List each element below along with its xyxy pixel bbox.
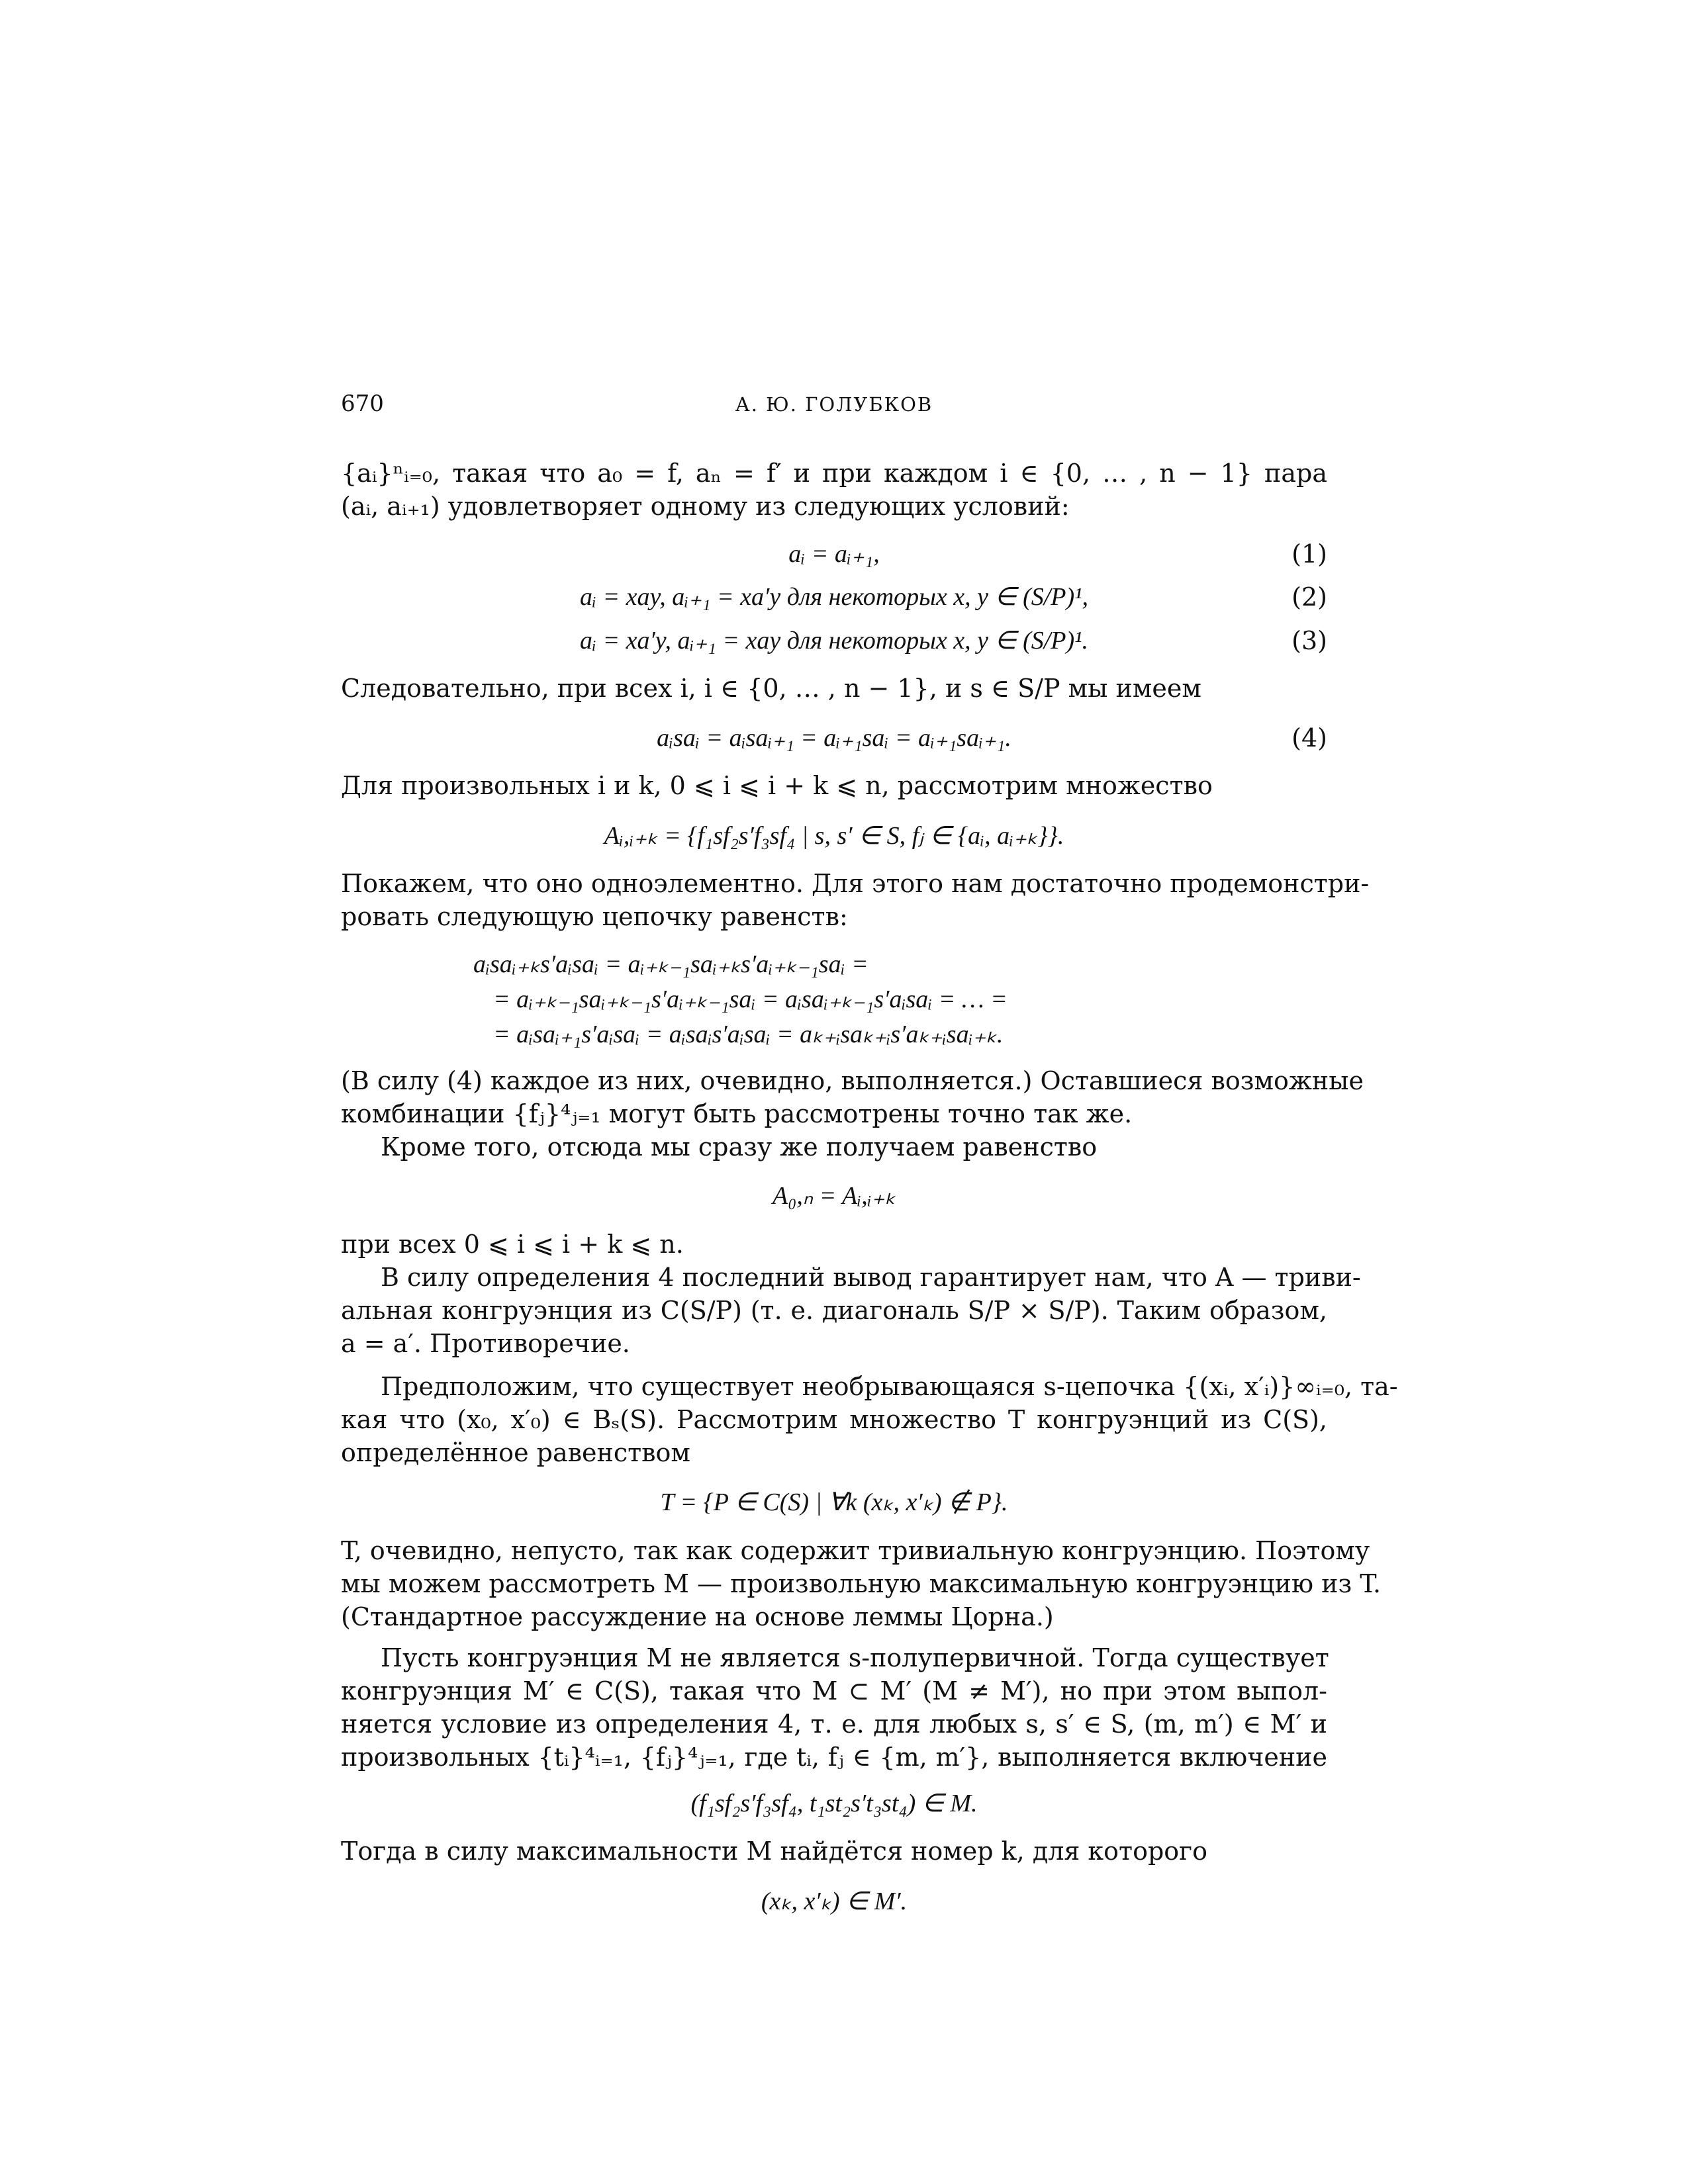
text-line: В силу определения 4 последний вывод гарантирует нам, что A — триви- xyxy=(381,1263,1361,1292)
equation-xk-in-m: (xₖ, x′ₖ) ∈ M′. xyxy=(761,1888,908,1915)
text-line: кая что (x₀, x′₀) ∈ Bₛ(S). Рассмотрим множество T конгруэнций из C(S), xyxy=(341,1405,1327,1434)
equation-2 xyxy=(341,580,1327,614)
equation-1-body: aᵢ = aᵢ₊₁, xyxy=(788,540,880,568)
equation-2-body: aᵢ = xay, aᵢ₊₁ = xa′y для некоторых x, y ∈ (S/P)¹, xyxy=(579,583,1089,611)
text-line: (Стандартное рассуждение на основе леммы Цорна.) xyxy=(341,1602,1054,1631)
text-line: ровать следующую цепочку равенств: xyxy=(341,902,848,931)
text-line: Кроме того, отсюда мы сразу же получаем равенство xyxy=(381,1132,1098,1161)
text-line: при всех 0 ⩽ i ⩽ i + k ⩽ n. xyxy=(341,1230,684,1259)
equation-number: (1) xyxy=(1291,539,1327,569)
equation-4 xyxy=(341,721,1327,754)
text-line: a = a′. Противоречие. xyxy=(341,1329,630,1358)
text-line: определённое равенством xyxy=(341,1438,690,1467)
equation-set-t: T = {P ∈ C(S) | ∀k (xₖ, x′ₖ) ∉ P}. xyxy=(660,1488,1008,1516)
equation-number: (2) xyxy=(1291,582,1327,612)
text-line: (В силу (4) каждое из них, очевидно, выполняется.) Оставшиеся возможные xyxy=(341,1066,1364,1095)
text-line: Пусть конгруэнция M не является s-полупервичной. Тогда существует xyxy=(381,1643,1329,1672)
text-line: няется условие из определения 4, т. е. для любых s, s′ ∈ S, (m, m′) ∈ M′ и xyxy=(341,1709,1327,1739)
equation-set-a: Aᵢ,ᵢ₊ₖ = {f₁sf₂s′f₃sf₄ | s, s′ ∈ S, fⱼ ∈ {aᵢ, aᵢ₊ₖ}}. xyxy=(604,822,1064,850)
equation-inclusion: (f₁sf₂s′f₃sf₄, t₁st₂s′t₃st₄) ∈ M. xyxy=(690,1790,978,1817)
equation-4-body: aᵢsaᵢ = aᵢsaᵢ₊₁ = aᵢ₊₁saᵢ = aᵢ₊₁saᵢ₊₁. xyxy=(657,724,1011,752)
text-line: Покажем, что оно одноэлементно. Для этого нам достаточно продемонстри- xyxy=(341,869,1370,898)
equality-chain-line-3: = aᵢsaᵢ₊₁s′aᵢsaᵢ = aᵢsaᵢs′aᵢsaᵢ = aₖ₊ᵢsaₖ₊ᵢs′aₖ₊ᵢsaᵢ₊ₖ. xyxy=(493,1021,1004,1048)
equality-chain-line-2: = aᵢ₊ₖ₋₁saᵢ₊ₖ₋₁s′aᵢ₊ₖ₋₁saᵢ = aᵢsaᵢ₊ₖ₋₁s′aᵢsaᵢ = … = xyxy=(493,985,1008,1013)
text-line: произвольных {tᵢ}⁴ᵢ₌₁, {fⱼ}⁴ⱼ₌₁, где tᵢ, fⱼ ∈ {m, m′}, выполняется включение xyxy=(341,1743,1327,1772)
text-line: Следовательно, при всех i, i ∈ {0, … , n − 1}, и s ∈ S/P мы имеем xyxy=(341,674,1201,703)
text-line: конгруэнция M′ ∈ C(S), такая что M ⊂ M′ (M ≠ M′), но при этом выпол- xyxy=(341,1676,1327,1706)
text-line: Предположим, что существует необрывающаяся s-цепочка {(xᵢ, x′ᵢ)}∞ᵢ₌₀, та- xyxy=(381,1372,1398,1401)
text-line: (aᵢ, aᵢ₊₁) удовлетворяет одному из следующих условий: xyxy=(341,492,1070,521)
equation-3 xyxy=(341,624,1327,657)
text-line: альная конгруэнция из C(S/P) (т. е. диагональ S/P × S/P). Таким образом, xyxy=(341,1296,1327,1325)
text-line: T, очевидно, непусто, так как содержит тривиальную конгруэнцию. Поэтому xyxy=(341,1536,1370,1565)
equation-number: (4) xyxy=(1291,723,1327,752)
text-line: {aᵢ}ⁿᵢ₌₀, такая что a₀ = f, aₙ = f′ и при каждом i ∈ {0, … , n − 1} пара xyxy=(341,459,1327,488)
equation-number: (3) xyxy=(1291,626,1327,655)
text-line: Для произвольных i и k, 0 ⩽ i ⩽ i + k ⩽ n, рассмотрим множество xyxy=(341,771,1213,800)
running-title: А. Ю. ГОЛУБКОВ xyxy=(735,393,933,416)
equation-1 xyxy=(341,537,1327,570)
equality-chain-line-1: aᵢsaᵢ₊ₖs′aᵢsaᵢ = aᵢ₊ₖ₋₁saᵢ₊ₖs′aᵢ₊ₖ₋₁saᵢ = xyxy=(473,950,868,978)
equation-a0n: A₀,ₙ = Aᵢ,ᵢ₊ₖ xyxy=(773,1182,896,1210)
page-header xyxy=(341,390,1327,424)
equation-3-body: aᵢ = xa′y, aᵢ₊₁ = xay для некоторых x, y ∈ (S/P)¹. xyxy=(579,627,1089,655)
text-line: комбинации {fⱼ}⁴ⱼ₌₁ могут быть рассмотрены точно так же. xyxy=(341,1099,1133,1128)
page-number: 670 xyxy=(341,390,384,417)
text-line: Тогда в силу максимальности M найдётся номер k, для которого xyxy=(341,1837,1207,1866)
text-line: мы можем рассмотреть M — произвольную максимальную конгруэнцию из T. xyxy=(341,1569,1382,1598)
